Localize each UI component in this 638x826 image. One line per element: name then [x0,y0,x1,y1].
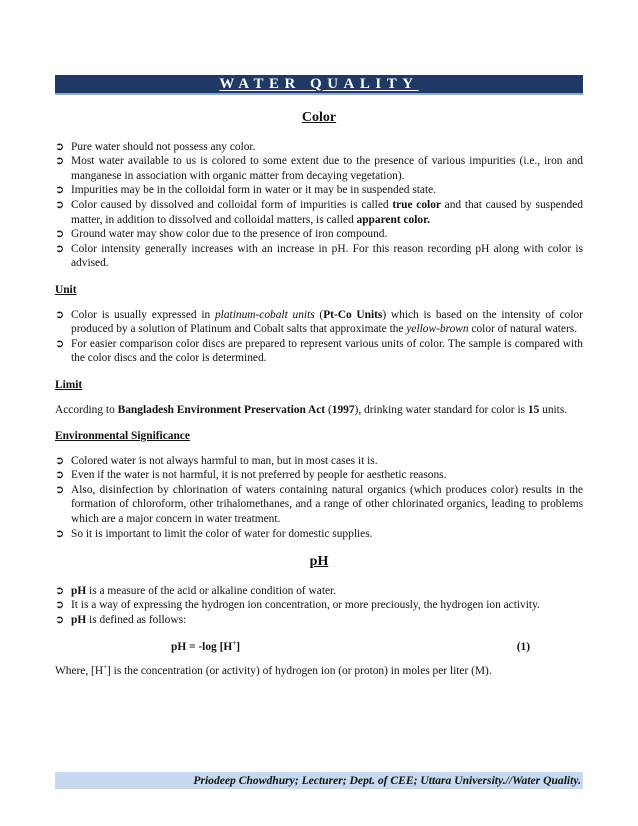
list-item: ➲ Pure water should not possess any color. [55,139,256,153]
limit-paragraph: According to Bangladesh Environment Preservation Act (1997), drinking water standard for color is 15 units. [55,403,568,416]
list-item: ➲ Also, disinfection by chlorination of waters containing natural organics (which produces color) results in the formation of chloroform, other trihalomethanes, and a range of other chlorinated organics, leading to problems which are a major concern in water treatment. [55,482,583,526]
equation-formula: pH = -log [H+] [171,638,241,653]
ph-heading: pH [309,554,329,570]
list-item: ➲ Color caused by dissolved and colloidal form of impurities is called true color and that caused by suspended matter, in addition to dissolved and colloidal matters, is called apparent color. [55,197,583,226]
list-item: ➲ Color intensity generally increases with an increase in pH. For this reason recording pH along with color is advised. [55,241,583,270]
ph-bullet-list [55,584,583,628]
limit-heading: Limit [55,378,83,391]
arrow-bullet-icon: ➲ [55,139,65,153]
footer-text: Priodeep Chowdhury; Lecturer; Dept. of CEE; Uttara University.//Water Quality. [193,774,581,787]
color-bullet-list [55,140,583,271]
ph-equation [55,640,583,656]
yellow-brown-term: yellow-brown [406,323,469,336]
list-item: ➲ Colored water is not always harmful to man, but in most cases it is. [55,453,378,467]
arrow-bullet-icon: ➲ [55,183,65,197]
pt-co-term: platinum-cobalt units [214,308,315,321]
equation-number: (1) [516,640,530,653]
list-item: ➲ For easier comparison color discs are prepared to represent various units of color. The sample is compared with the color discs and the color is determined. [55,336,583,365]
list-item: ➲ Impurities may be in the colloidal form in water or it may be in suspended state. [55,183,437,197]
arrow-bullet-icon: ➲ [55,307,65,321]
list-item: ➲ So it is important to limit the color of water for domestic supplies. [55,526,373,540]
apparent-color-term: apparent color. [356,213,430,226]
page-title: WATER QUALITY [219,75,419,92]
list-item: ➲ Ground water may show color due to the presence of iron compound. [55,227,388,241]
list-item: ➲ Even if the water is not harmful, it is not preferred by people for aesthetic reasons. [55,468,447,482]
unit-bullet-list [55,308,583,366]
env-significance-heading: Environmental Significance [55,430,190,443]
list-item: ➲ Most water available to us is colored to some extent due to the presence of various impurities (i.e., iron and manganese in association with organic matter from decaying vegetation). [55,154,583,182]
arrow-bullet-icon: ➲ [55,598,65,612]
arrow-bullet-icon: ➲ [55,613,65,627]
arrow-bullet-icon: ➲ [55,241,65,255]
title-banner [55,75,583,95]
list-item: ➲ pH is defined as follows: [55,613,187,627]
list-item: ➲ It is a way of expressing the hydrogen ion concentration, or more preciously, the hydrogen ion activity. [55,598,540,612]
list-item: ➲ Color is usually expressed in platinum-cobalt units (Pt-Co Units) which is based on the intensity of color produced by a solution of Platinum and Cobalt salts that approximate the yellow-brown color of natural waters. [55,307,583,336]
arrow-bullet-icon: ➲ [55,468,65,482]
list-item: ➲ pH is a measure of the acid or alkaline condition of water. [55,583,337,597]
arrow-bullet-icon: ➲ [55,336,65,350]
color-heading: Color [301,110,337,125]
arrow-bullet-icon: ➲ [55,154,65,168]
arrow-bullet-icon: ➲ [55,453,65,467]
arrow-bullet-icon: ➲ [55,583,65,597]
where-paragraph: Where, [H+] is the concentration (or activity) of hydrogen ion (or proton) in moles per liter (M). [55,662,492,677]
pt-co-abbrev: Pt-Co Units [323,308,383,321]
document-body [55,107,583,678]
arrow-bullet-icon: ➲ [55,482,65,496]
arrow-bullet-icon: ➲ [55,197,65,211]
true-color-term: true color [392,198,441,211]
unit-heading: Unit [55,283,77,296]
arrow-bullet-icon: ➲ [55,526,65,540]
page-footer [55,772,583,789]
env-bullet-list [55,454,583,542]
arrow-bullet-icon: ➲ [55,227,65,241]
